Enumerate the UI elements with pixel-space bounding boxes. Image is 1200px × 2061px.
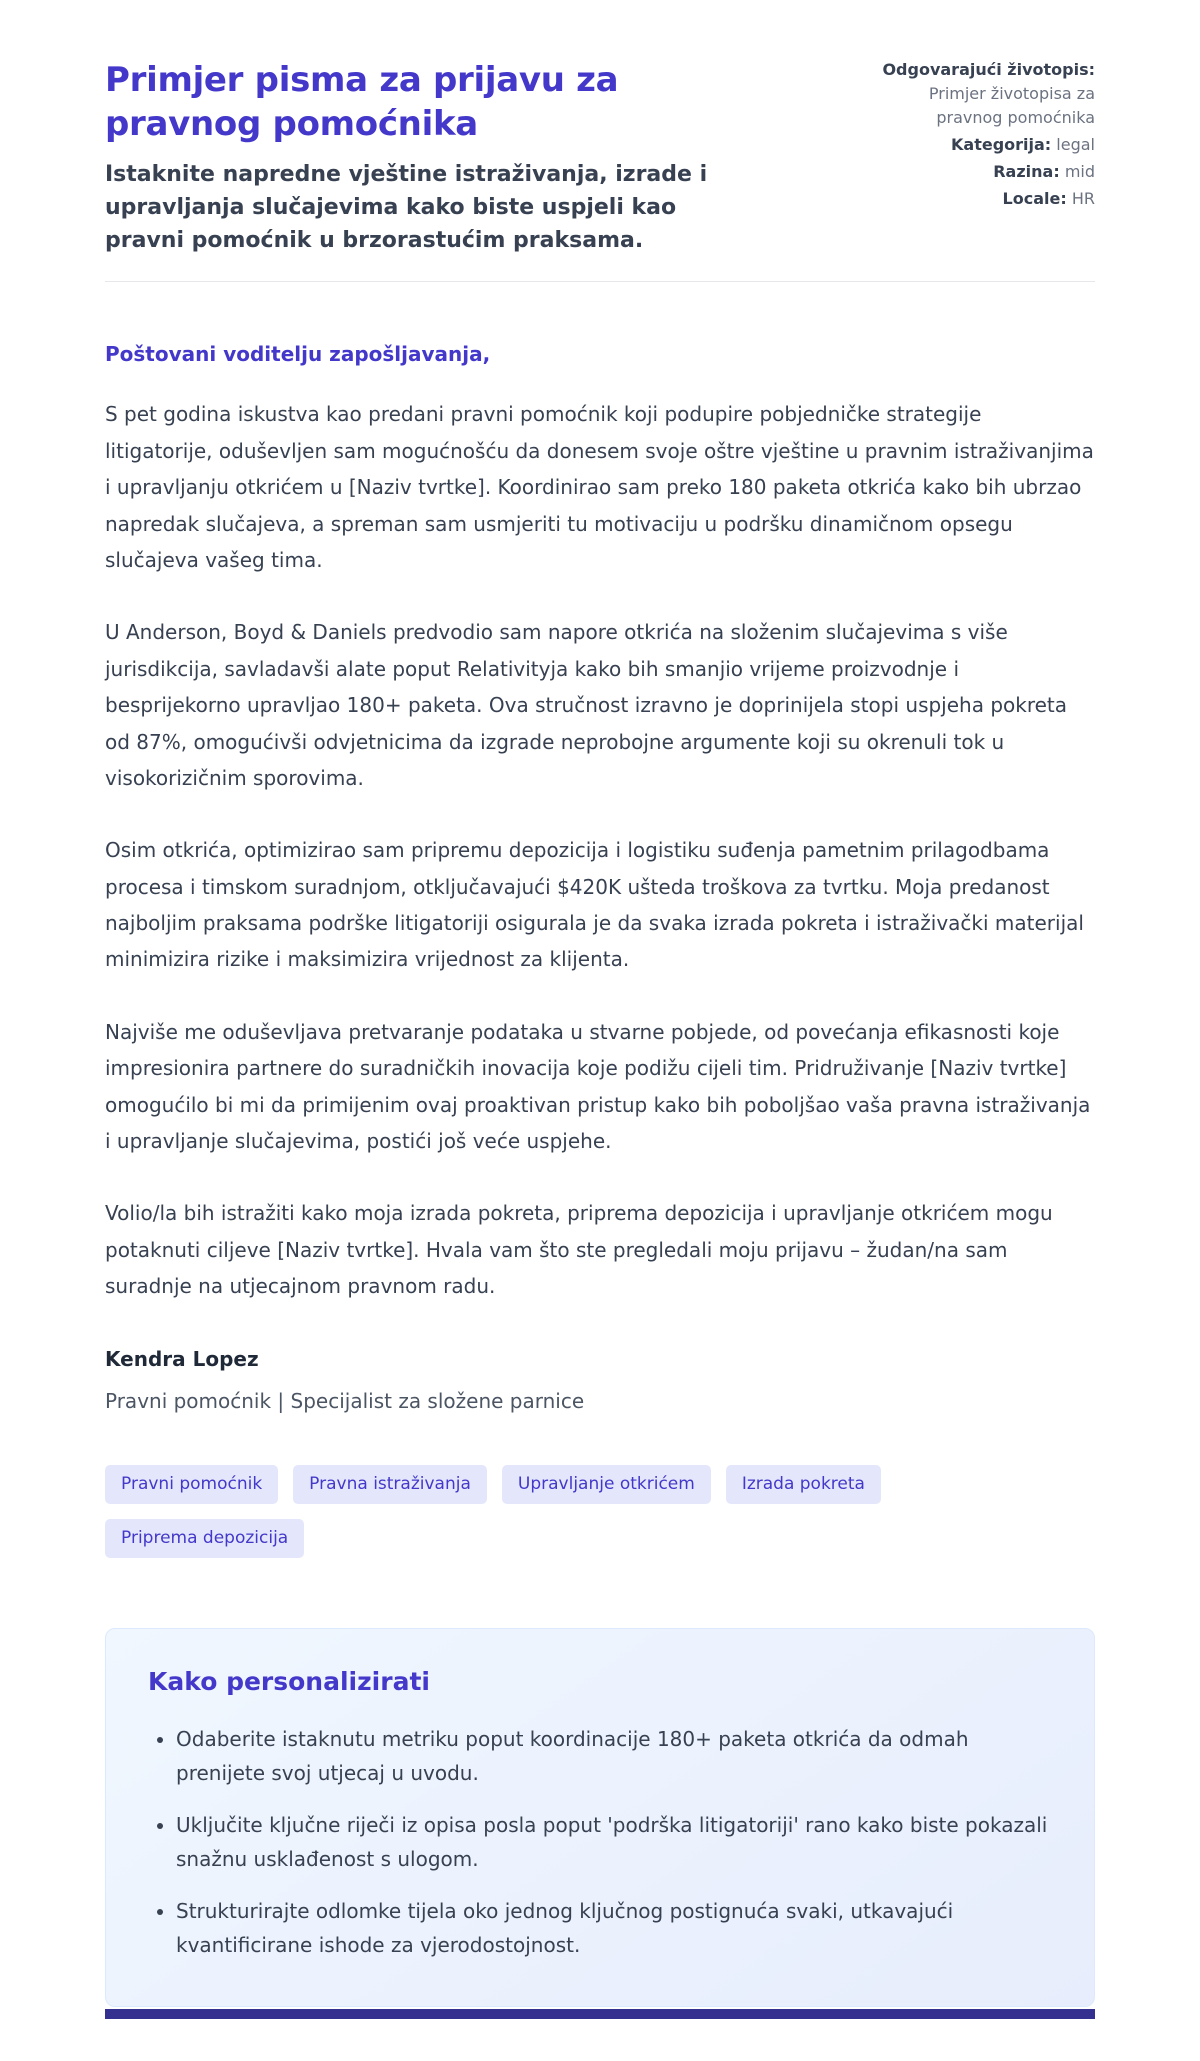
meta-label: Kategorija: bbox=[951, 135, 1052, 154]
tag[interactable]: Upravljanje otkrićem bbox=[502, 1465, 711, 1504]
meta-label: Locale: bbox=[1002, 189, 1067, 208]
letter-paragraph: Najviše me oduševljava pretvaranje podataka u stvarne pobjede, od povećanja efikasnosti koje impresionira partnere do suradničkih inovacija koje podižu cijeli tim. Pridruživanje [Naziv tvrtke] omogućilo bi mi da primijenim ovaj proaktivan pristup kako bih poboljšao vaša pravna istraživanja i upravljanje slučajevima, postići još veće uspjehe. bbox=[105, 1019, 1091, 1154]
letter-paragraph: Osim otkrića, optimizirao sam pripremu depozicija i logistiku suđenja pametnim prilagodbama procesa i timskom suradnjom, otključavajući $420K ušteda troškova za tvrtku. Moja predanost najboljim praksama podrške litigatoriji osigurala je da svaka izrada pokreta i istraživački materijal minimizira rizike i maksimizira vrijednost za klijenta. bbox=[105, 838, 1084, 972]
tips-list bbox=[148, 1722, 1052, 1962]
tip-item: • Odaberite istaknutu metriku poput koordinacije 180+ paketa otkrića da odmah prenijete svoj utjecaj u uvodu. bbox=[176, 1722, 1052, 1790]
page-subtitle: Istaknite napredne vještine istraživanja, izrade i upravljanja slučajevima kako biste uspjeli kao pravni pomoćnik u brzorastućim praksama. bbox=[105, 162, 708, 254]
tips-title: Kako personalizirati bbox=[148, 1666, 430, 1696]
letter-paragraph: S pet godina iskustva kao predani pravni pomoćnik koji podupire pobjedničke strategije litigatorije, oduševljen sam mogućnošću da donesem svoje oštre vještine u pravnim istraživanjima i upravljanju otkrićem u [Naziv tvrtke]. Koordinirao sam preko 180 paketa otkrića kako bih ubrzao napredak slučajeva, a spreman sam usmjeriti tu motivaciju u podršku dinamičnom opsegu slučajeva vašeg tima. bbox=[105, 402, 1094, 572]
meta-row-category bbox=[867, 133, 1095, 157]
header-titles bbox=[105, 58, 745, 257]
letter-body bbox=[105, 336, 1095, 1418]
page bbox=[105, 0, 1095, 2061]
meta-row-level bbox=[867, 160, 1095, 184]
tag[interactable]: Priprema depozicija bbox=[105, 1519, 304, 1558]
tag[interactable]: Pravna istraživanja bbox=[293, 1465, 487, 1504]
greeting: Poštovani voditelju zapošljavanja, bbox=[105, 342, 491, 367]
meta-value: HR bbox=[1071, 189, 1095, 208]
page-title: Primjer pisma za prijavu za pravnog pomoćnika bbox=[105, 60, 619, 145]
signature-name: Kendra Lopez bbox=[105, 1346, 259, 1371]
tag[interactable]: Pravni pomoćnik bbox=[105, 1465, 278, 1504]
letter-paragraph: U Anderson, Boyd & Daniels predvodio sam napore otkrića na složenim slučajevima s više jurisdikcija, savladavši alate poput Relativityja kako bih smanjio vrijeme proizvodnje i besprijekorno upravljao 180+ paketa. Ova stručnost izravno je doprinijela stopi uspjeha pokreta od 87%, omogućivši odvjetnicima da izgrade neprobojne argumente koji su okrenuli tok u visokorizičnim sporovima. bbox=[105, 620, 1068, 790]
tip-item: • Strukturirajte odlomke tijela oko jednog ključnog postignuća svaki, utkavajući kvantificirane ishode za vjerodostojnost. bbox=[176, 1894, 1052, 1962]
meta-label: Razina: bbox=[993, 162, 1060, 181]
footer-bar bbox=[105, 2009, 1095, 2019]
divider bbox=[105, 281, 1095, 282]
meta-row-locale bbox=[867, 187, 1095, 211]
meta-value: Primjer životopisa za pravnog pomoćnika bbox=[928, 84, 1095, 127]
tag-list bbox=[105, 1465, 1095, 1558]
meta-label: Odgovarajući životopis: bbox=[882, 60, 1095, 79]
tag[interactable]: Izrada pokreta bbox=[726, 1465, 881, 1504]
header bbox=[105, 58, 1095, 257]
tips-card bbox=[105, 1628, 1095, 2007]
meta-value: legal bbox=[1056, 135, 1095, 154]
meta-row-matching-resume bbox=[867, 58, 1095, 130]
tip-item: • Uključite ključne riječi iz opisa posla poput 'podrška litigatoriji' rano kako biste pokazali snažnu usklađenost s ulogom. bbox=[176, 1808, 1052, 1876]
letter-paragraph: Volio/la bih istražiti kako moja izrada pokreta, priprema depozicija i upravljanje otkrićem mogu potaknuti ciljeve [Naziv tvrtke]. Hvala vam što ste pregledali moju prijavu – žudan/na sam suradnje na utjecajnom pravnom radu. bbox=[105, 1201, 1053, 1299]
meta-value: mid bbox=[1064, 162, 1095, 181]
signature-title: Pravni pomoćnik | Specijalist za složene parnice bbox=[105, 1388, 585, 1413]
meta-block bbox=[867, 58, 1095, 257]
